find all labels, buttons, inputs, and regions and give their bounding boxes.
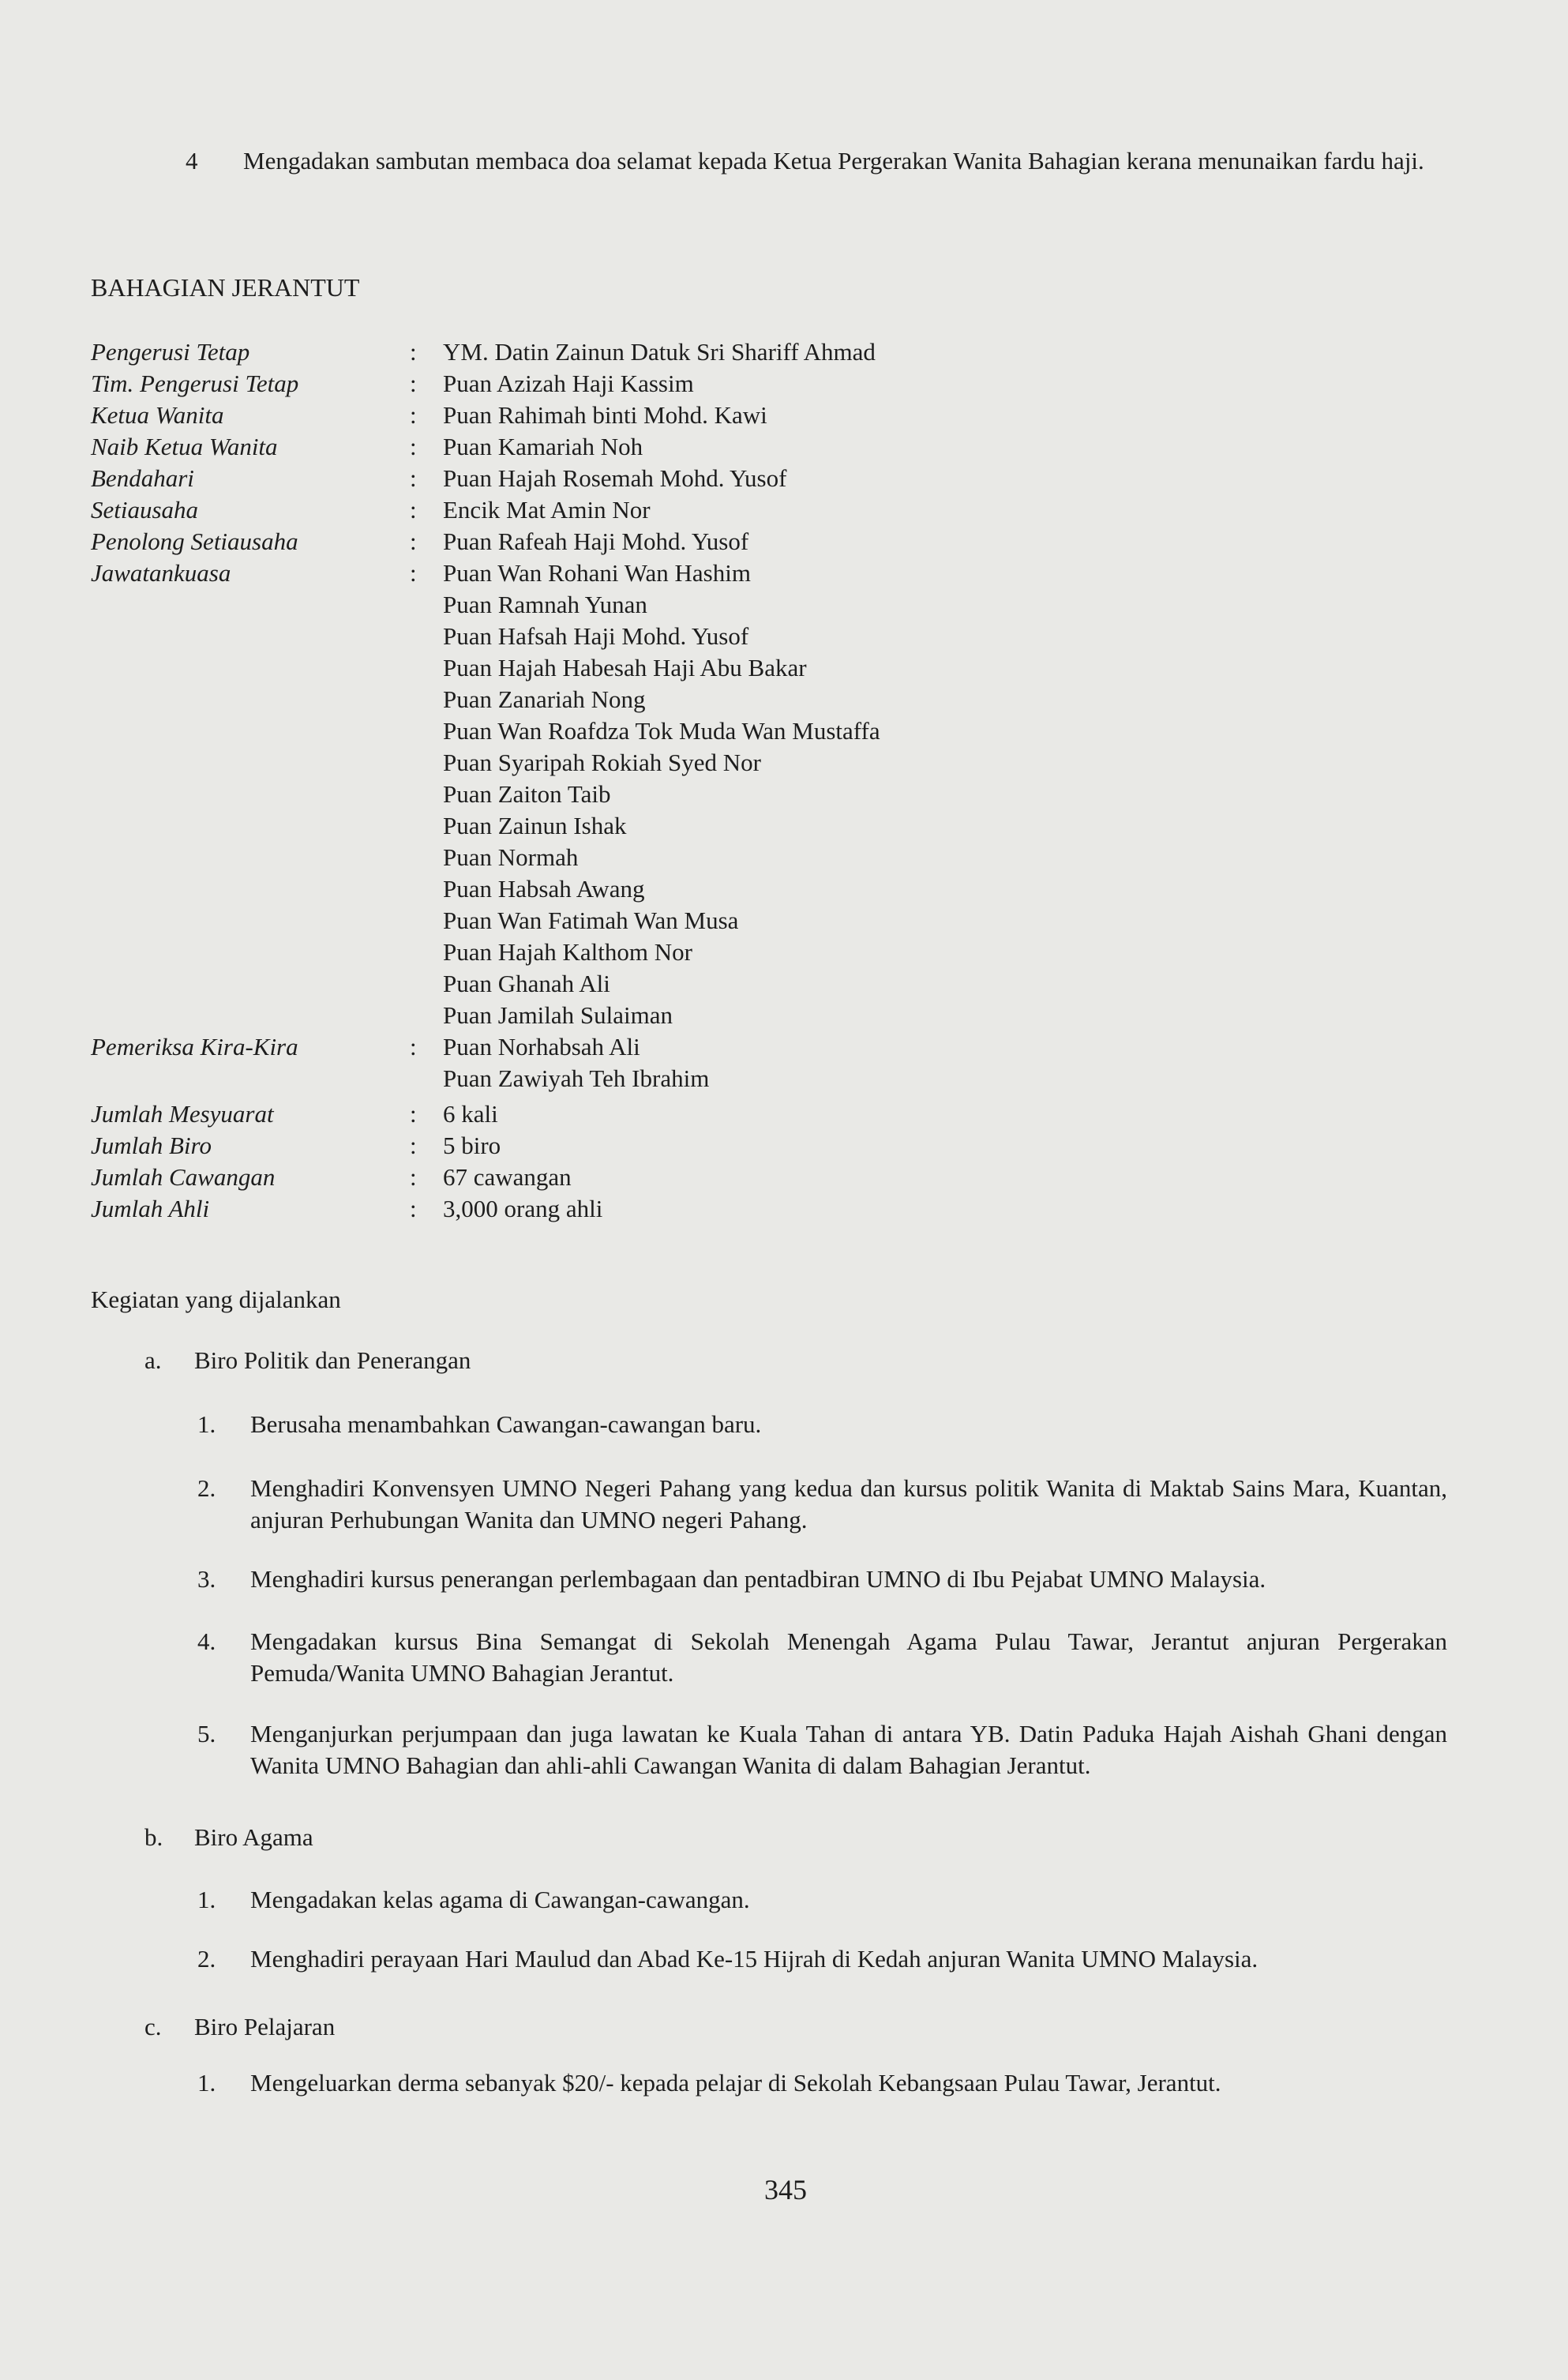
- colon-separator: :: [410, 1195, 417, 1222]
- row-label: Bendahari: [91, 464, 194, 492]
- row-label: Ketua Wanita: [91, 401, 224, 429]
- row-value: Puan Hafsah Haji Mohd. Yusof: [443, 622, 749, 650]
- biro-title: Biro Agama: [194, 1823, 313, 1851]
- activity-number: 2.: [197, 1474, 216, 1502]
- colon-separator: :: [410, 1132, 417, 1159]
- activities-title: Kegiatan yang dijalankan: [91, 1286, 341, 1313]
- colon-separator: :: [410, 433, 417, 460]
- row-value: 67 cawangan: [443, 1163, 572, 1191]
- activity-text: Menghadiri Konvensyen UMNO Negeri Pahang yang kedua dan kursus politik Wanita di Maktab Sains Mara, Kuantan, anjuran Perhubungan Wanita dan UMNO negeri Pahang.: [250, 1474, 1447, 1533]
- officer-list: [91, 336, 1038, 1126]
- row-label: Setiausaha: [91, 496, 199, 524]
- row-value: Puan Hajah Rosemah Mohd. Yusof: [443, 464, 787, 492]
- row-value: YM. Datin Zainun Datuk Sri Shariff Ahmad: [443, 338, 876, 366]
- row-value: Puan Azizah Haji Kassim: [443, 370, 694, 397]
- row-value: Puan Norhabsah Ali: [443, 1033, 640, 1060]
- row-value: Puan Ghanah Ali: [443, 970, 610, 997]
- colon-separator: :: [410, 401, 417, 429]
- biro-title: Biro Politik dan Penerangan: [194, 1346, 471, 1374]
- activity-text: Mengadakan kursus Bina Semangat di Sekolah Menengah Agama Pulau Tawar, Jerantut anjuran Pergerakan Pemuda/Wanita UMNO Bahagian Jerantut.: [250, 1627, 1447, 1687]
- colon-separator: :: [410, 370, 417, 397]
- activity-number: 2.: [197, 1945, 216, 1973]
- biro-letter: b.: [144, 1823, 163, 1851]
- activity-number: 1.: [197, 1410, 216, 1438]
- activity-text: Menghadiri kursus penerangan perlembagaan dan pentadbiran UMNO di Ibu Pejabat UMNO Malaysia.: [250, 1565, 1266, 1593]
- colon-separator: :: [410, 338, 417, 366]
- colon-separator: :: [410, 464, 417, 492]
- row-label: Jumlah Ahli: [91, 1195, 210, 1222]
- row-value: Puan Zainun Ishak: [443, 812, 627, 839]
- biro-title: Biro Pelajaran: [194, 2013, 336, 2040]
- row-label: Tim. Pengerusi Tetap: [91, 370, 299, 397]
- row-value: Puan Jamilah Sulaiman: [443, 1001, 673, 1029]
- activity-text: Berusaha menambahkan Cawangan-cawangan baru.: [250, 1410, 762, 1438]
- activity-text: Mengadakan kelas agama di Cawangan-cawangan.: [250, 1886, 750, 1913]
- colon-separator: :: [410, 496, 417, 524]
- colon-separator: :: [410, 527, 417, 555]
- row-label: Jawatankuasa: [91, 559, 231, 587]
- colon-separator: :: [410, 1100, 417, 1128]
- row-value: Puan Wan Fatimah Wan Musa: [443, 907, 739, 934]
- item-text: Mengadakan sambutan membaca doa selamat kepada Ketua Pergerakan Wanita Bahagian kerana menunaikan fardu haji.: [243, 147, 1424, 175]
- row-label: Jumlah Mesyuarat: [91, 1100, 274, 1128]
- row-value: 6 kali: [443, 1100, 498, 1128]
- row-value: Puan Hajah Habesah Haji Abu Bakar: [443, 654, 807, 681]
- row-value: Puan Syaripah Rokiah Syed Nor: [443, 749, 761, 776]
- row-value: 3,000 orang ahli: [443, 1195, 603, 1222]
- row-value: Puan Rafeah Haji Mohd. Yusof: [443, 527, 749, 555]
- page-number: 345: [764, 2174, 807, 2205]
- colon-separator: :: [410, 559, 417, 587]
- row-label: Jumlah Cawangan: [91, 1163, 276, 1191]
- row-value: Puan Wan Rohani Wan Hashim: [443, 559, 751, 587]
- row-label: Penolong Setiausaha: [91, 527, 298, 555]
- activity-text: Menganjurkan perjumpaan dan juga lawatan ke Kuala Tahan di antara YB. Datin Paduka Hajah Aishah Ghani dengan Wanita UMNO Bahagian dan ahli-ahli Cawangan Wanita di dalam Bahagian Jerantut.: [250, 1720, 1447, 1779]
- row-value: Puan Kamariah Noh: [443, 433, 643, 460]
- colon-separator: :: [410, 1163, 417, 1191]
- row-label: Naib Ketua Wanita: [91, 433, 278, 460]
- row-value: Puan Normah: [443, 843, 579, 871]
- row-value: Puan Wan Roafdza Tok Muda Wan Mustaffa: [443, 717, 880, 745]
- section-title: BAHAGIAN JERANTUT: [91, 273, 360, 302]
- biro-letter: c.: [144, 2013, 162, 2040]
- activity-number: 4.: [197, 1627, 216, 1655]
- row-value: Puan Rahimah binti Mohd. Kawi: [443, 401, 767, 429]
- activity-number: 3.: [197, 1565, 216, 1593]
- row-label: Pemeriksa Kira-Kira: [91, 1033, 298, 1060]
- row-label: Jumlah Biro: [91, 1132, 212, 1159]
- row-value: Encik Mat Amin Nor: [443, 496, 651, 524]
- activity-text: Mengeluarkan derma sebanyak $20/- kepada pelajar di Sekolah Kebangsaan Pulau Tawar, Jerantut.: [250, 2069, 1221, 2097]
- row-value: Puan Hajah Kalthom Nor: [443, 938, 692, 966]
- activity-text: Menghadiri perayaan Hari Maulud dan Abad Ke-15 Hijrah di Kedah anjuran Wanita UMNO Malaysia.: [250, 1945, 1259, 1973]
- row-value: Puan Zanariah Nong: [443, 685, 646, 713]
- row-value: Puan Habsah Awang: [443, 875, 645, 903]
- biro-letter: a.: [144, 1346, 162, 1374]
- row-label: Pengerusi Tetap: [91, 338, 250, 366]
- activity-number: 1.: [197, 2069, 216, 2097]
- item-number: 4: [186, 147, 198, 175]
- row-value: Puan Zaiton Taib: [443, 780, 611, 808]
- row-value: 5 biro: [443, 1132, 501, 1159]
- colon-separator: :: [410, 1033, 417, 1060]
- activity-number: 1.: [197, 1886, 216, 1913]
- activity-number: 5.: [197, 1720, 216, 1747]
- row-value: Puan Zawiyah Teh Ibrahim: [443, 1064, 710, 1092]
- row-value: Puan Ramnah Yunan: [443, 591, 647, 618]
